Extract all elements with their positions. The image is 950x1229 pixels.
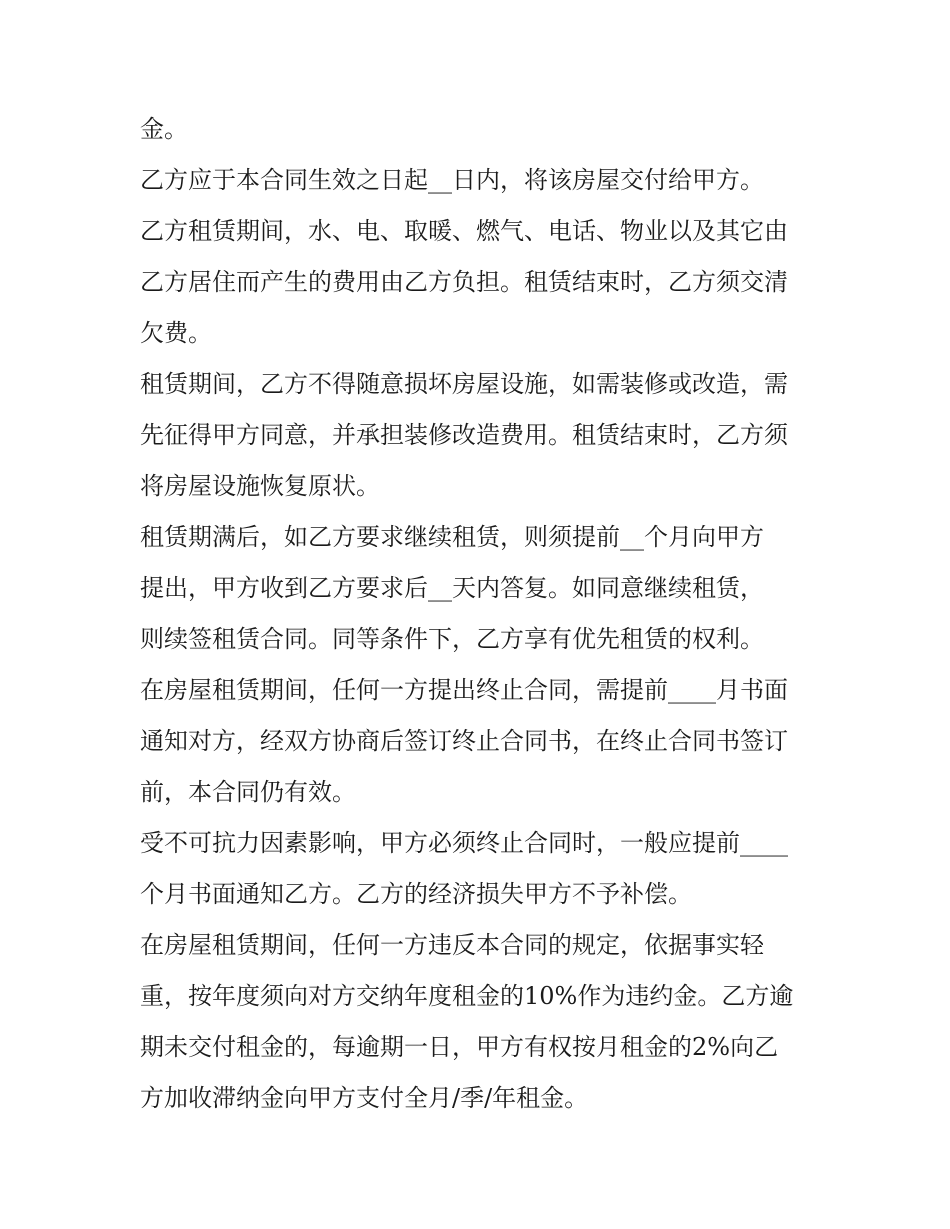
text-line: 乙方租赁期间，水、电、取暖、燃气、电话、物业以及其它由 (140, 217, 788, 245)
text-line: 乙方应于本合同生效之日起__日内，将该房屋交付给甲方。 (140, 166, 764, 194)
text-line: 在房屋租赁期间，任何一方提出终止合同，需提前____月书面 (140, 676, 788, 704)
text-line: 租赁期间，乙方不得随意损坏房屋设施，如需装修或改造，需 (140, 370, 788, 398)
contract-text (140, 104, 820, 1124)
text-line: 在房屋租赁期间，任何一方违反本合同的规定，依据事实轻 (140, 931, 764, 959)
text-line: 受不可抗力因素影响，甲方必须终止合同时，一般应提前____ (140, 829, 788, 857)
text-line: 将房屋设施恢复原状。 (140, 472, 380, 500)
text-line: 通知对方，经双方协商后签订终止合同书，在终止合同书签订 (140, 727, 788, 755)
text-line: 重，按年度须向对方交纳年度租金的10%作为违约金。乙方逾 (140, 982, 794, 1010)
text-line: 方加收滞纳金向甲方支付全月/季/年租金。 (140, 1084, 589, 1112)
text-line: 金。 (140, 115, 188, 143)
text-line: 期未交付租金的，每逾期一日，甲方有权按月租金的2%向乙 (140, 1033, 779, 1061)
text-line: 则续签租赁合同。同等条件下，乙方享有优先租赁的权利。 (140, 625, 764, 653)
text-line: 个月书面通知乙方。乙方的经济损失甲方不予补偿。 (140, 880, 692, 908)
text-line: 前，本合同仍有效。 (140, 778, 356, 806)
text-line: 欠费。 (140, 319, 212, 347)
text-line: 提出，甲方收到乙方要求后__天内答复。如同意继续租赁， (140, 574, 764, 602)
text-line: 乙方居住而产生的费用由乙方负担。租赁结束时，乙方须交清 (140, 268, 788, 296)
text-line: 先征得甲方同意，并承担装修改造费用。租赁结束时，乙方须 (140, 421, 788, 449)
text-line: 租赁期满后，如乙方要求继续租赁，则须提前__个月向甲方 (140, 523, 764, 551)
